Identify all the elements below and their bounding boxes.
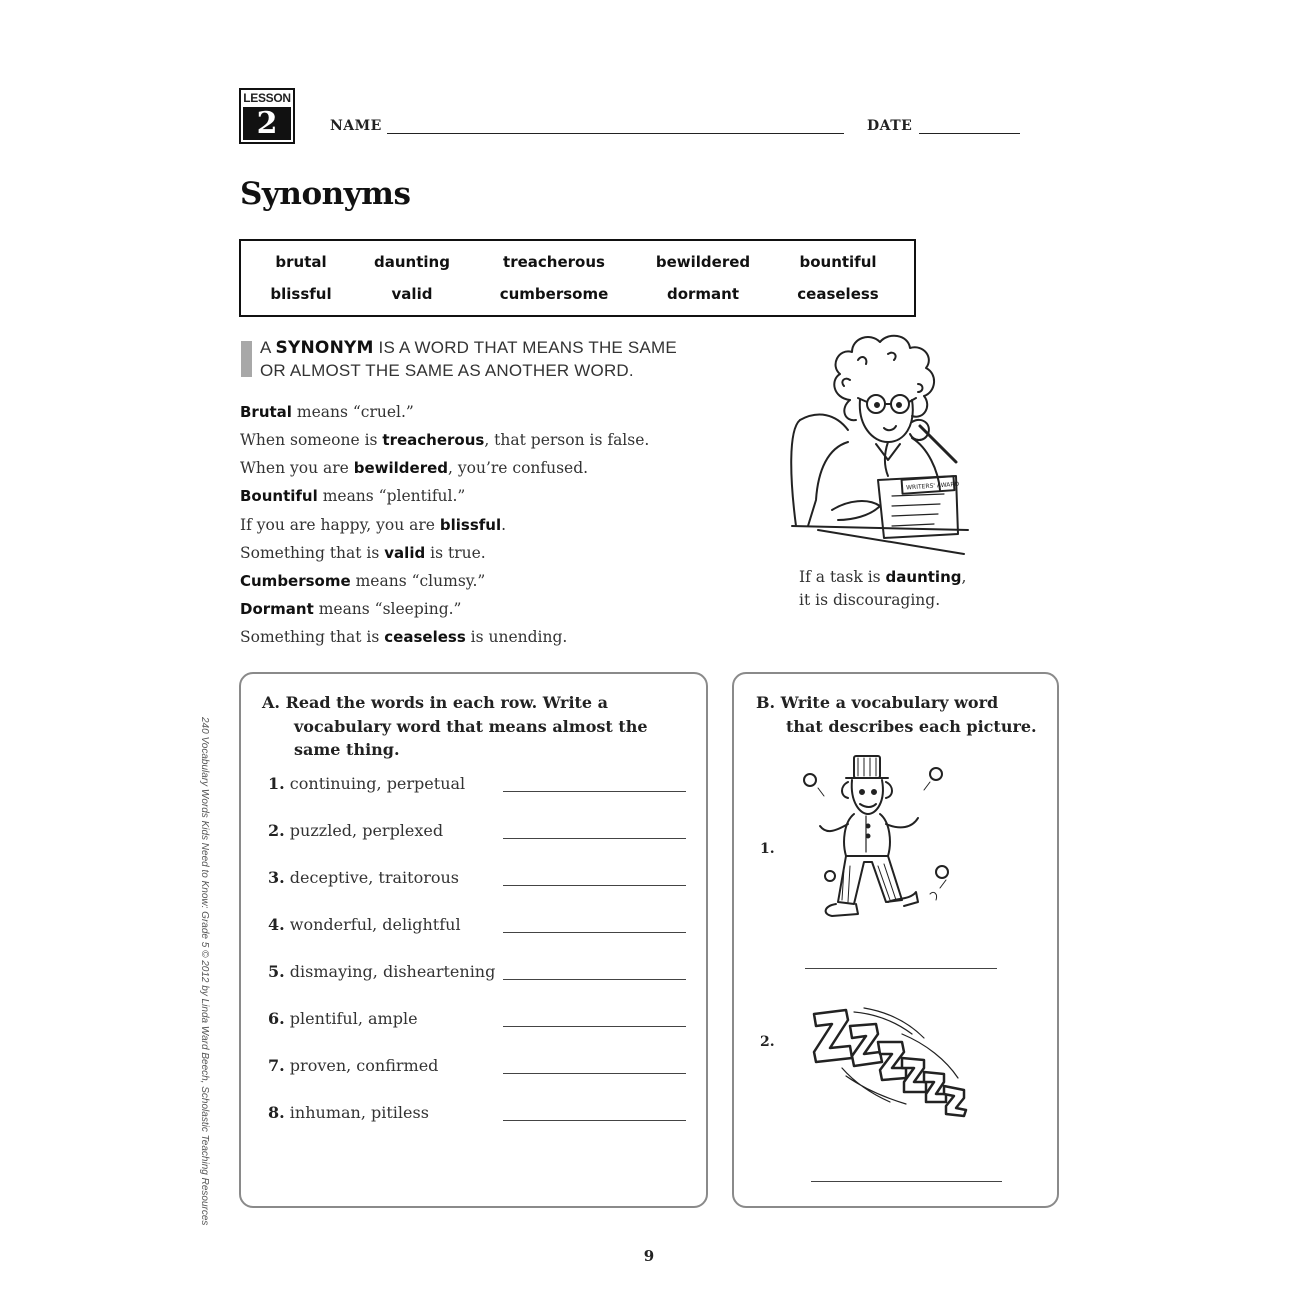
list-item: 3. deceptive, traitorous — [268, 868, 459, 887]
caption: If a task is daunting, it is discouraging. — [799, 568, 967, 609]
example-sentence: Brutal means “cruel.” — [240, 403, 414, 421]
list-item: 1. continuing, perpetual — [268, 774, 466, 793]
lesson-number: 2 — [243, 107, 291, 140]
example-sentence: Cumbersome means “clumsy.” — [240, 572, 486, 590]
answer-line-7[interactable] — [503, 1073, 686, 1074]
answer-line-4[interactable] — [503, 932, 686, 933]
example-sentence: Something that is ceaseless is unending. — [240, 628, 568, 646]
answer-line-5[interactable] — [503, 979, 686, 980]
word-box-item: bewildered — [655, 253, 751, 271]
list-item: 2. puzzled, perplexed — [268, 821, 444, 840]
word-box-item: valid — [391, 285, 433, 303]
example-sentence: Bountiful means “plentiful.” — [240, 487, 466, 505]
date-field[interactable] — [919, 133, 1020, 134]
example-sentence: When you are bewildered, you’re confused. — [240, 459, 589, 477]
list-item: 7. proven, confirmed — [268, 1056, 439, 1075]
word-box-item: brutal — [275, 253, 327, 271]
name-label: NAME — [330, 118, 382, 134]
word-box-item: bountiful — [799, 253, 877, 271]
word-box-item: blissful — [270, 285, 332, 303]
illustration-badge-text: WRITERS' AWARD — [905, 480, 960, 492]
page-number: 9 — [643, 1247, 655, 1265]
picture-number-2: 2. — [760, 1034, 775, 1050]
example-sentence: Dormant means “sleeping.” — [240, 600, 462, 618]
picture-answer-line-2[interactable] — [811, 1181, 1002, 1182]
answer-line-6[interactable] — [503, 1026, 686, 1027]
word-box-item: ceaseless — [797, 285, 879, 303]
example-sentence: When someone is treacherous, that person is false. — [240, 431, 650, 449]
definition-line-2: OR ALMOST THE SAME AS ANOTHER WORD. — [260, 361, 634, 380]
example-sentence: If you are happy, you are blissful. — [240, 516, 507, 534]
date-label: DATE — [867, 118, 913, 134]
name-field[interactable] — [387, 133, 844, 134]
list-item: 8. inhuman, pitiless — [268, 1103, 429, 1122]
lesson-badge — [239, 88, 295, 144]
section-b-instructions: B. Write a vocabulary word that describes each picture. — [756, 693, 1037, 736]
picture-number-1: 1. — [760, 841, 775, 857]
side-credit: 240 Vocabulary Words Kids Need to Know: Grade 5 © 2012 by Linda Ward Beech, Scholastic Teaching Resources — [199, 717, 210, 1226]
zzz-sleeping-icon — [806, 1004, 976, 1119]
answer-line-1[interactable] — [503, 791, 686, 792]
answer-line-8[interactable] — [503, 1120, 686, 1121]
juggling-man-icon — [800, 752, 965, 927]
word-box-item: dormant — [666, 285, 740, 303]
list-item: 6. plentiful, ample — [268, 1009, 418, 1028]
section-a-instructions: A. Read the words in each row. Write a vocabulary word that means almost the same thing. — [262, 693, 648, 759]
definition-bar — [241, 341, 252, 377]
definition-term: SYNONYM — [275, 338, 374, 358]
list-item: 4. wonderful, delightful — [268, 915, 461, 934]
lesson-label: LESSON — [243, 91, 291, 105]
example-sentence: Something that is valid is true. — [240, 544, 486, 562]
word-box-item: treacherous — [503, 253, 605, 271]
vocabulary-word-box — [239, 239, 916, 317]
page-title: Synonyms — [240, 176, 411, 212]
definition-line-1: A SYNONYM IS A WORD THAT MEANS THE SAME — [260, 338, 677, 358]
picture-answer-line-1[interactable] — [805, 968, 997, 969]
writer-illustration-icon — [788, 330, 973, 558]
list-item: 5. dismaying, disheartening — [268, 962, 496, 981]
word-box-item: cumbersome — [499, 285, 609, 303]
word-box-item: daunting — [374, 253, 450, 271]
answer-line-2[interactable] — [503, 838, 686, 839]
answer-line-3[interactable] — [503, 885, 686, 886]
